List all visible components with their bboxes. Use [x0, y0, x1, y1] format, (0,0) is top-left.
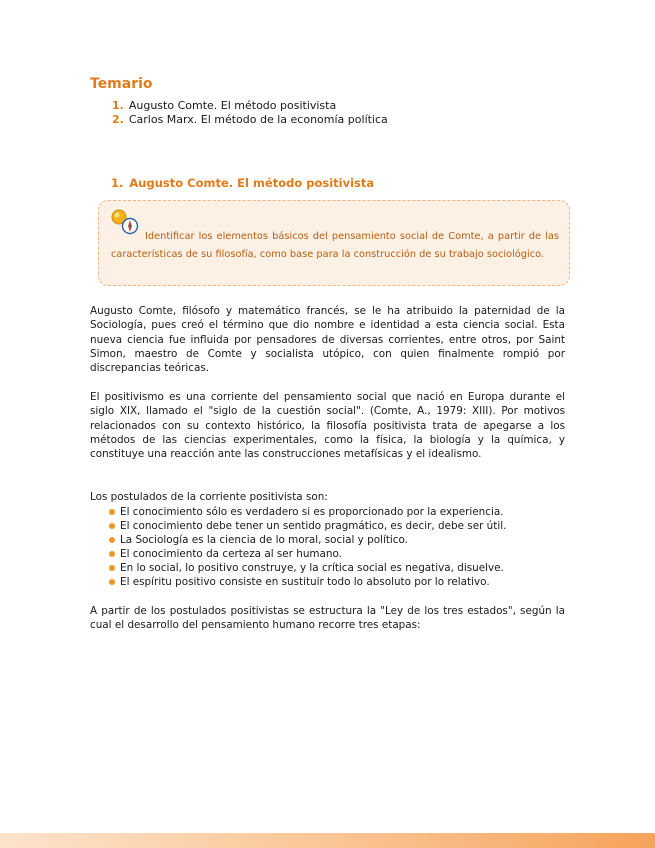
paragraph-postulados-intro: Los postulados de la corriente positivista son:	[90, 491, 328, 503]
list-item-text: El conocimiento debe tener un sentido pragmático, es decir, debe ser útil.	[120, 520, 507, 532]
list-item-text: El conocimiento sólo es verdadero si es proporcionado por la experiencia.	[120, 506, 504, 518]
bullet-icon	[109, 579, 115, 585]
toc-item[interactable]	[112, 99, 388, 113]
objective-box	[98, 200, 570, 286]
list-item	[108, 533, 568, 547]
toc-item-label: Carlos Marx. El método de la economía política	[128, 113, 388, 126]
toc-item-label: Augusto Comte. El método positivista	[128, 99, 337, 112]
list-item	[108, 547, 568, 561]
paragraph-ley-tres-estados: A partir de los postulados positivistas se estructura la "Ley de los tres estados", según la cual el desarrollo del pensamiento humano recorre tres etapas:	[90, 605, 565, 632]
list-item	[108, 519, 568, 533]
table-of-contents	[112, 99, 388, 127]
list-item-text: El conocimiento da certeza al ser humano.	[120, 548, 342, 560]
list-item	[108, 561, 568, 575]
toc-item-number: 2.	[112, 113, 124, 126]
list-item	[108, 575, 568, 589]
section-heading	[111, 176, 374, 190]
list-item	[108, 505, 568, 519]
temario-title: Temario	[90, 76, 153, 92]
footer-bar	[0, 833, 655, 848]
section-title: Augusto Comte. El método positivista	[129, 176, 375, 190]
objective-text: Identificar los elementos básicos del pensamiento social de Comte, a partir de las características de su filosofía, como base para la construcción de su trabajo sociológico.	[111, 231, 559, 260]
postulados-list	[108, 505, 568, 589]
list-item-text: El espíritu positivo consiste en sustituir todo lo absoluto por lo relativo.	[120, 576, 490, 588]
bullet-icon	[109, 565, 115, 571]
toc-item[interactable]	[112, 113, 388, 127]
paragraph-comte: Augusto Comte, filósofo y matemático francés, se le ha atribuido la paternidad de la Sociología, pues creó el término que dio nombre e identidad a esta ciencia social. Esta nueva ciencia fue influida por pensadores de diversas corrientes, entre otros, por Saint Simon, maestro de Comte y socialista utópico, con quien finalmente rompió por discrepancias teóricas.	[90, 305, 565, 375]
toc-item-number: 1.	[112, 99, 124, 112]
section-number: 1.	[111, 176, 124, 190]
bullet-icon	[109, 523, 115, 529]
list-item-text: La Sociología es la ciencia de lo moral, social y político.	[120, 534, 408, 546]
list-item-text: En lo social, lo positivo construye, y la crítica social es negativa, disuelve.	[120, 562, 504, 574]
bullet-icon	[109, 551, 115, 557]
paragraph-positivismo: El positivismo es una corriente del pensamiento social que nació en Europa durante el siglo XIX, llamado el "siglo de la cuestión social". (Comte, A., 1979: XIII). Por motivos relacionados con su contexto histórico, la filosofía positivista trata de apegarse a los métodos de las ciencias experimentales, como la física, la biología y la química, y constituye una reacción ante las construcciones metafísicas y el idealismo.	[90, 391, 565, 461]
bullet-icon	[109, 537, 115, 543]
bullet-icon	[109, 509, 115, 515]
